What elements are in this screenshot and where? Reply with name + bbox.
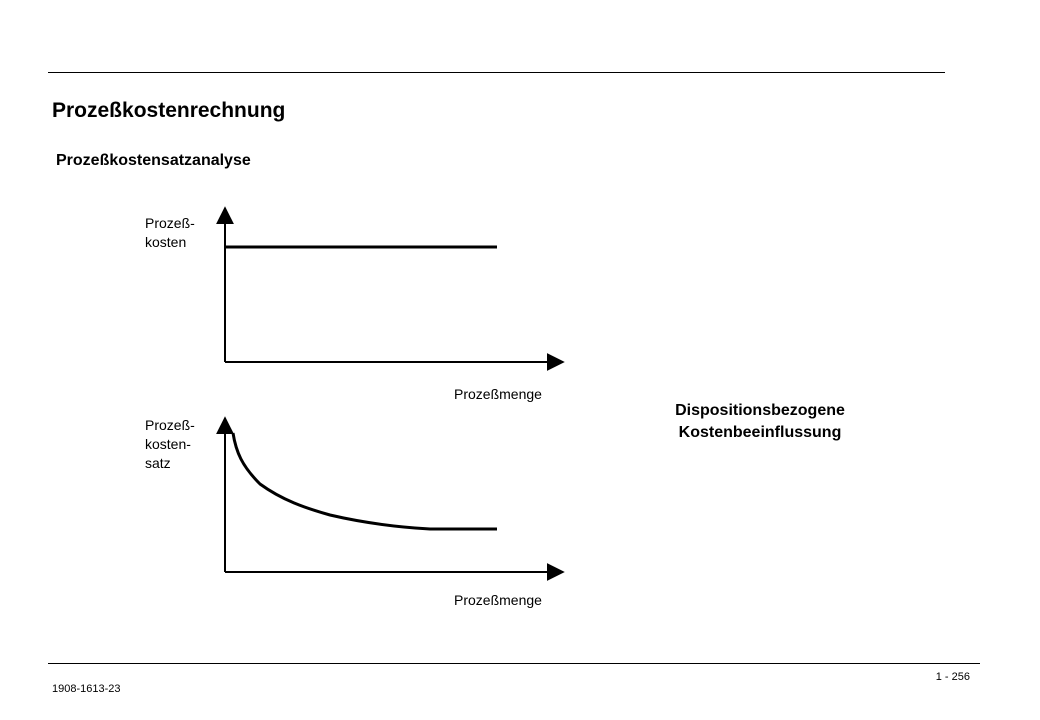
lower-x-axis-label: Prozeßmenge bbox=[454, 592, 542, 608]
footer-document-id: 1908-1613-23 bbox=[52, 683, 121, 695]
page-subtitle: Prozeßkostensatzanalyse bbox=[56, 152, 251, 169]
upper-y-axis-label: Prozeß- kosten bbox=[145, 215, 195, 250]
bottom-rule bbox=[48, 663, 980, 664]
lower-y-axis-label: Prozeß- kosten- satz bbox=[145, 417, 195, 471]
side-note: Dispositionsbezogene Kostenbeeinflussung bbox=[675, 402, 845, 441]
upper-x-axis-label: Prozeßmenge bbox=[454, 386, 542, 402]
page-title: Prozeßkostenrechnung bbox=[52, 99, 286, 122]
process-cost-rate-curve bbox=[233, 433, 497, 529]
footer-page-number: 1 - 256 bbox=[935, 671, 970, 683]
